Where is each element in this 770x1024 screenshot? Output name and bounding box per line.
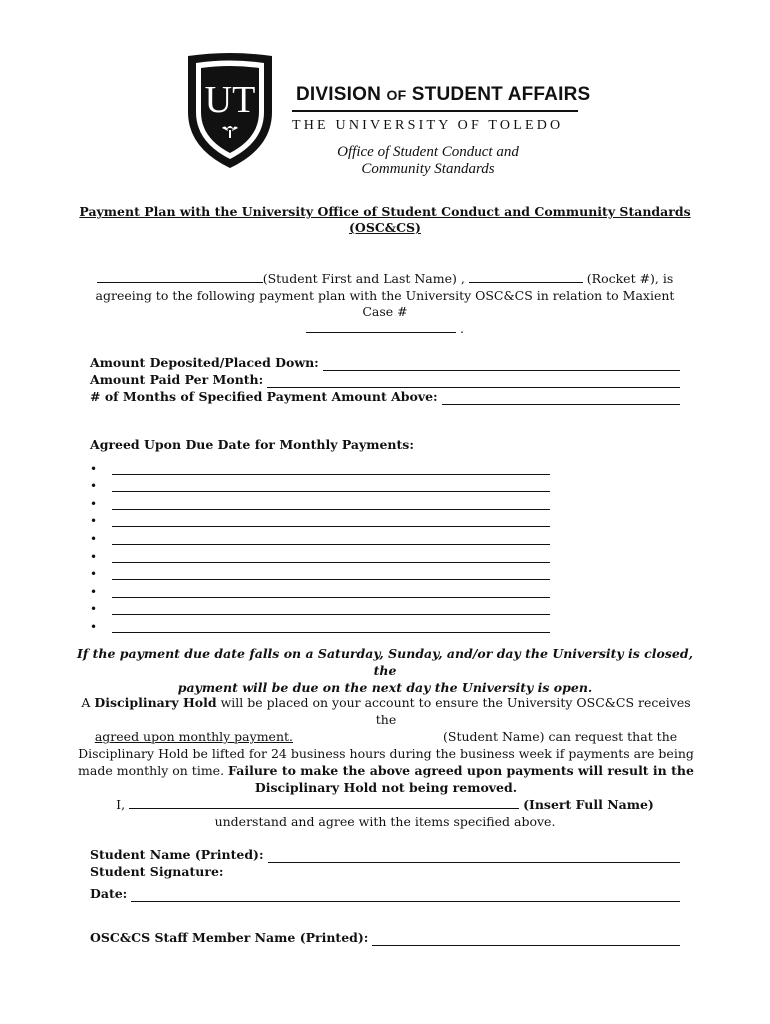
due-date-item <box>90 475 550 493</box>
bullet-icon: • <box>90 619 98 634</box>
months-blank[interactable] <box>442 392 680 405</box>
division-title: DIVISION OF STUDENT AFFAIRS <box>296 84 591 105</box>
date-label: Date: <box>90 886 128 901</box>
due-dates-list <box>90 457 550 633</box>
due-date-blank[interactable] <box>112 463 550 475</box>
due-dates-heading: Agreed Upon Due Date for Monthly Payments: <box>90 437 414 452</box>
student-signature-label: Student Signature: <box>90 864 224 879</box>
staff-name-blank[interactable] <box>372 933 680 946</box>
bullet-icon: • <box>90 567 98 582</box>
due-date-blank[interactable] <box>112 533 550 545</box>
date-block <box>90 885 680 902</box>
ut-shield-logo <box>186 52 274 170</box>
due-date-blank[interactable] <box>112 586 550 598</box>
maxient-case-blank[interactable] <box>306 321 456 333</box>
division-rule <box>292 110 578 112</box>
per-month-label: Amount Paid Per Month: <box>90 372 264 387</box>
bullet-icon: • <box>90 496 98 511</box>
due-date-item <box>90 510 550 528</box>
bullet-icon: • <box>90 531 98 546</box>
due-date-blank[interactable] <box>112 498 550 510</box>
payment-fields <box>90 354 680 405</box>
student-name-printed-blank[interactable] <box>268 850 680 863</box>
full-name-blank[interactable] <box>129 797 519 809</box>
deposit-label: Amount Deposited/Placed Down: <box>90 355 319 370</box>
due-date-blank[interactable] <box>112 551 550 563</box>
deposit-blank[interactable] <box>323 358 680 371</box>
staff-block <box>90 929 680 946</box>
student-signature-block <box>90 846 680 880</box>
intro-paragraph: (Student First and Last Name) , (Rocket #), is agreeing to the following payment plan with the University OSC&CS in relation to Maxient Case # . <box>95 271 675 336</box>
due-date-item <box>90 492 550 510</box>
office-name: Office of Student Conduct and Community Standards <box>337 144 519 177</box>
date-blank[interactable] <box>131 889 680 902</box>
due-date-blank[interactable] <box>112 568 550 580</box>
due-date-item <box>90 527 550 545</box>
bullet-icon: • <box>90 549 98 564</box>
due-date-blank[interactable] <box>112 480 550 492</box>
due-date-item <box>90 563 550 581</box>
rocket-number-blank[interactable] <box>469 271 583 283</box>
per-month-blank[interactable] <box>267 375 680 388</box>
due-date-blank[interactable] <box>112 603 550 615</box>
bullet-icon: • <box>90 461 98 476</box>
due-date-item <box>90 545 550 563</box>
due-date-blank[interactable] <box>112 621 550 633</box>
due-date-item <box>90 615 550 633</box>
months-label: # of Months of Specified Payment Amount Above: <box>90 389 438 404</box>
weekend-notice: If the payment due date falls on a Saturday, Sunday, and/or day the University is closed, the payment will be due on the next day the University is open. <box>77 646 693 695</box>
bullet-icon: • <box>90 479 98 494</box>
form-title: Payment Plan with the University Office of Student Conduct and Community Standards (OSC&CS) <box>79 204 691 235</box>
due-date-item <box>90 580 550 598</box>
disciplinary-hold-paragraph: A Disciplinary Hold will be placed on your account to ensure the University OSC&CS receives the agreed upon monthly payment. (Student Name) can request that the Disciplinary Hold be lifted for 24 business hours during the business week if payments are being made monthly on time. Failure to make the above agreed upon payments will result in the Disciplinary Hold not being removed. <box>78 695 694 795</box>
logo-letters: UT <box>204 79 256 121</box>
bullet-icon: • <box>90 584 98 599</box>
due-date-blank[interactable] <box>112 515 550 527</box>
staff-label: OSC&CS Staff Member Name (Printed): <box>90 930 369 945</box>
bullet-icon: • <box>90 602 98 617</box>
student-name-blank[interactable] <box>97 271 263 283</box>
due-date-item <box>90 457 550 475</box>
university-name: THE UNIVERSITY OF TOLEDO <box>292 118 564 133</box>
student-name-label: Student Name (Printed): <box>90 847 264 862</box>
due-date-item <box>90 598 550 616</box>
bullet-icon: • <box>90 514 98 529</box>
agreement-statement: I, (Insert Full Name) understand and agree with the items specified above. <box>116 797 654 829</box>
